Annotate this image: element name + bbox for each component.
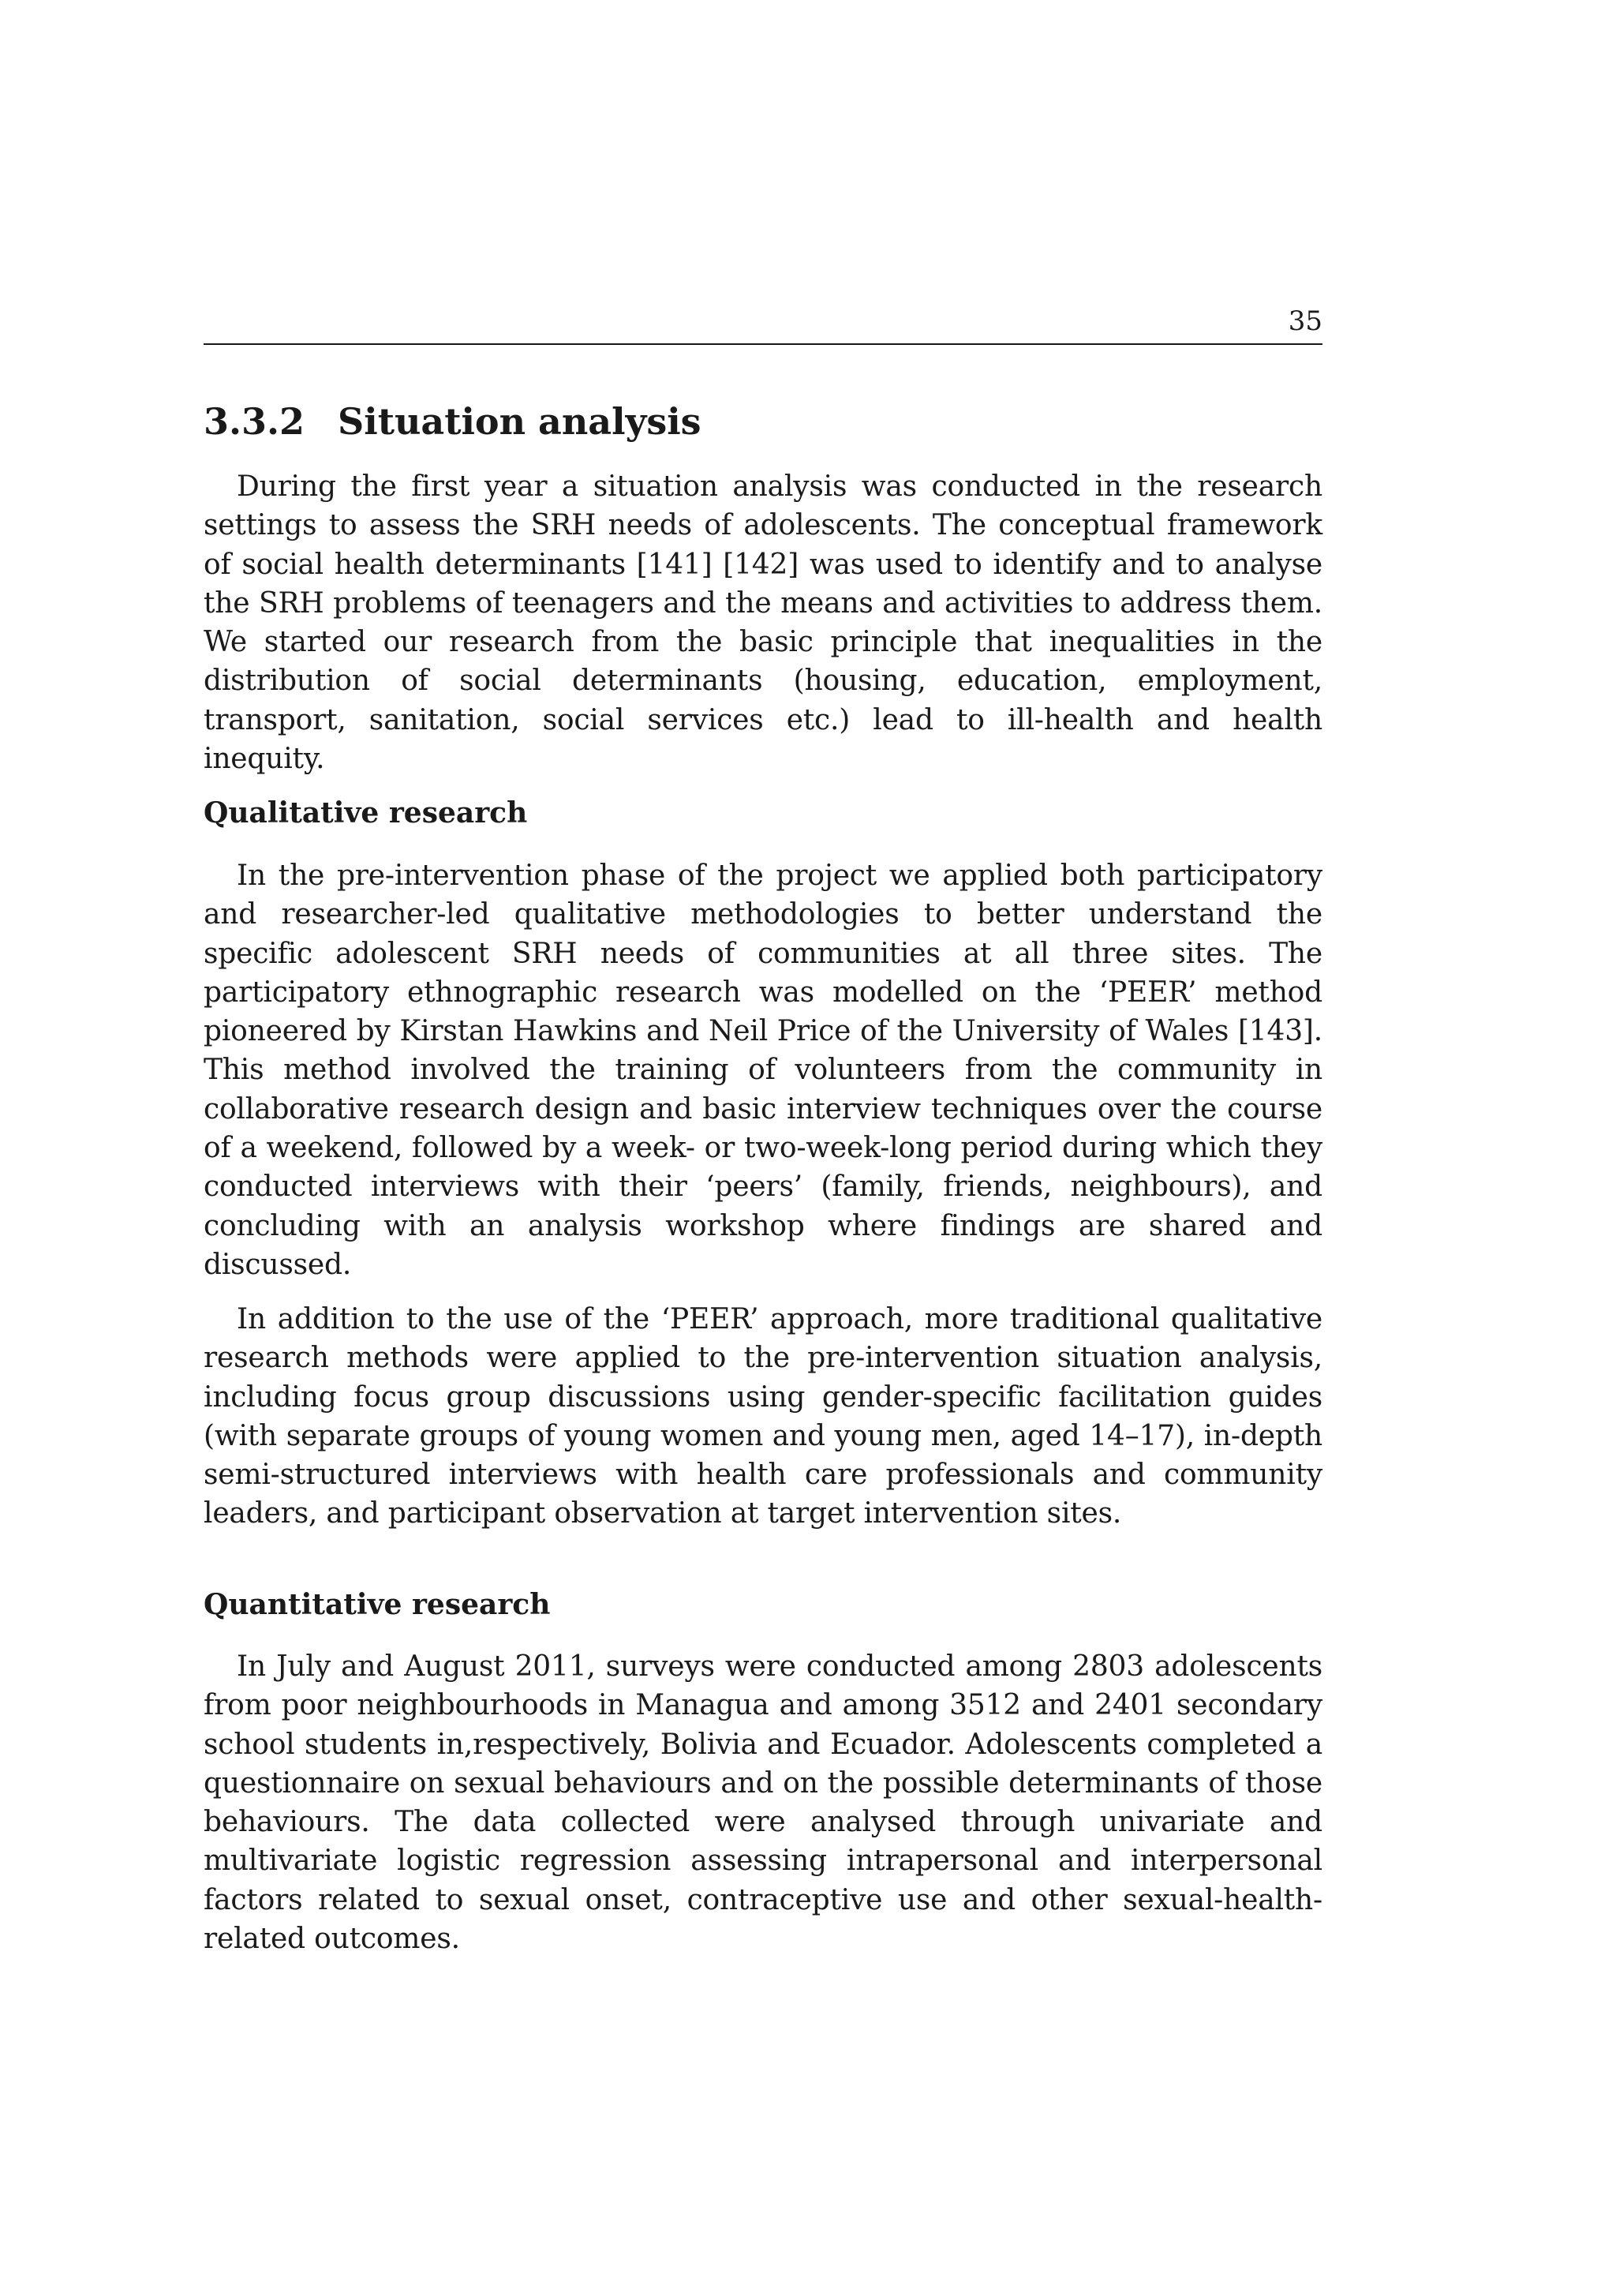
- paragraph-qualitative-2: In addition to the use of the ‘PEER’ approach, more traditional qualitative research methods were applied to the pre-intervention situation analysis, including focus group discussions using gender-specific facilitation guides (with separate groups of young women and young men, aged 14–17), in-depth semi-structured interviews with health care professionals and community leaders, and participant observation at target intervention sites.: [204, 1303, 1322, 1530]
- page: [204, 0, 1322, 2296]
- section-title: Situation analysis: [338, 400, 701, 443]
- paragraph-qualitative-1: In the pre-intervention phase of the project we applied both participatory and researcher-led qualitative methodologies to better understand the specific adolescent SRH needs of communities at all three sites. The participatory ethnographic research was modelled on the ‘PEER’ method pioneered by Kirstan Hawkins and Neil Price of the University of Wales [143]. This method involved the training of volunteers from the community in collaborative research design and basic interview techniques over the course of a weekend, followed by a week- or two-week-long period during which they conducted interviews with their ‘peers’ (family, friends, neighbours), and concluding with an analysis workshop where findings are shared and discussed.: [204, 860, 1322, 1281]
- section-number: 3.3.2: [204, 400, 305, 443]
- section-heading: [204, 398, 701, 445]
- header-rule: [204, 343, 1322, 345]
- subheading-qualitative: Qualitative research: [204, 796, 528, 830]
- paragraph-quantitative: In July and August 2011, surveys were conducted among 2803 adolescents from poor neighbourhoods in Managua and among 3512 and 2401 secondary school students in,respectively, Bolivia and Ecuador. Adolescents completed a questionnaire on sexual behaviours and on the possible determinants of those behaviours. The data collected were analysed through univariate and multivariate logistic regression assessing intrapersonal and interpersonal factors related to sexual onset, contraceptive use and other sexual-health-related outcomes.: [204, 1650, 1322, 1956]
- paragraph-intro: During the first year a situation analysis was conducted in the research settings to assess the SRH needs of adolescents. The conceptual framework of social health determinants [141] [142] was used to identify and to analyse the SRH problems of teenagers and the means and activities to address them. We started our research from the basic principle that inequalities in the distribution of social determinants (housing, education, employment, transport, sanitation, social services etc.) lead to ill-health and health inequity.: [204, 470, 1322, 776]
- page-number: 35: [1288, 305, 1322, 337]
- subheading-quantitative: Quantitative research: [204, 1588, 551, 1621]
